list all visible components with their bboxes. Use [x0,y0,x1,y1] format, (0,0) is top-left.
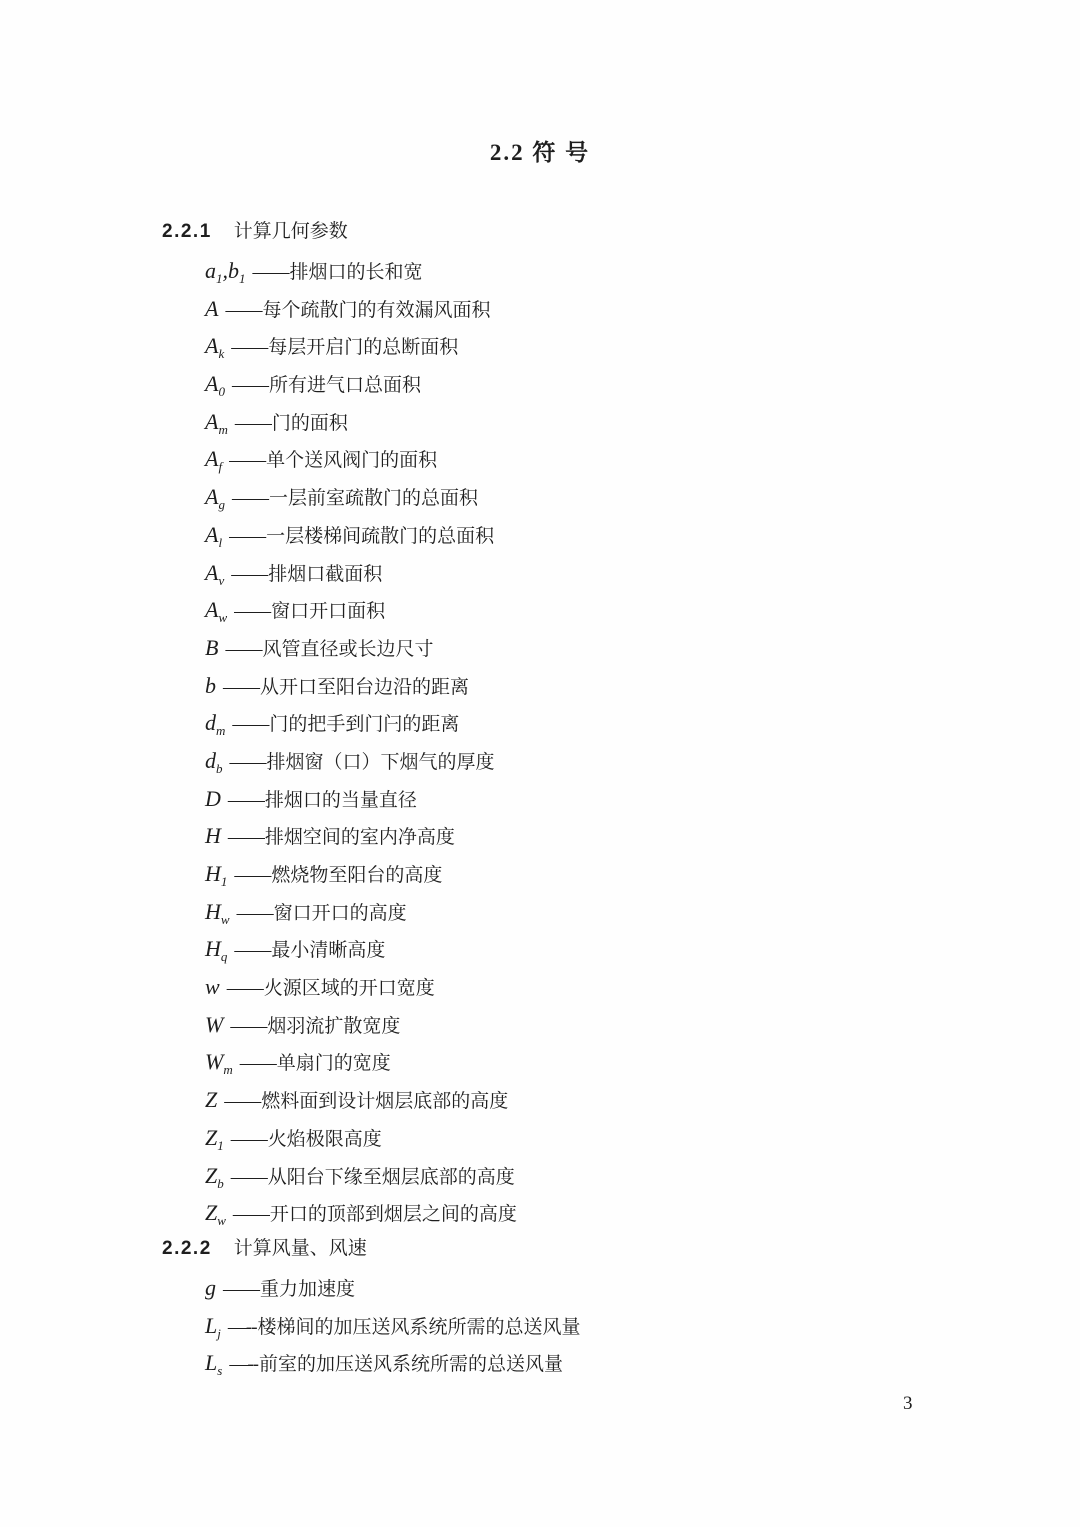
symbol-definition: 楼梯间的加压送风系统所需的总送风量 [257,1316,581,1338]
symbol-definition: 烟羽流扩散宽度 [267,1015,401,1037]
symbol-definition: 排烟口截面积 [268,563,383,585]
symbol-definition: 火焰极限高度 [267,1128,382,1150]
symbol: $d_m$ [205,710,226,739]
symbol-definition: 窗口开口的高度 [273,902,407,924]
symbol-subscript: 1 [217,1137,224,1153]
symbol-definition: 前室的加压送风系统所需的总送风量 [258,1354,563,1376]
section-title: 计算风量、风速 [233,1237,367,1259]
dash-separator: —— [252,262,289,283]
symbol: $A_k$ [205,333,225,362]
symbol-subscript: m [216,723,226,739]
symbol: $Z_w$ [205,1200,226,1229]
symbol-item [205,855,1000,893]
symbol-item [205,667,1000,705]
dash-separator: —— [234,865,271,886]
symbol-definition: 火源区域的开口宽度 [263,978,435,1000]
dash-separator: —— [229,751,266,773]
symbol-subscript: l [218,534,223,550]
symbol-item [205,478,1000,516]
dash-separator: —— [229,450,266,472]
dash-separator: —— [231,563,268,585]
symbol-definition: 一层前室疏散门的总面积 [268,488,478,510]
dash-separator: —— [224,1091,261,1113]
symbol: H [205,823,221,849]
symbol-definition: 燃烧物至阳台的高度 [271,865,443,886]
symbol-subscript: 0 [218,384,225,400]
symbol-item [205,930,1000,968]
dash-separator: —— [231,488,268,510]
symbol-item [205,1119,1000,1157]
symbol: $a_1,b_1$ [205,258,246,286]
symbol: D [205,785,221,811]
symbol-definition: 排烟口的长和宽 [289,262,423,283]
symbol-item [205,1081,1000,1119]
page-number: 3 [903,1393,913,1414]
symbol-definition: 排烟窗（口）下烟气的厚度 [266,751,495,773]
dash-separator: —— [232,714,269,736]
symbol-item [205,1344,1000,1382]
symbol-item [205,252,1000,290]
dash-separator: —— [227,789,264,811]
symbol: b [205,672,216,698]
symbol-item [205,290,1000,328]
section-number: 2.2.2 [162,1237,212,1259]
symbol: $A_w$ [205,597,228,626]
symbol-item [205,1194,1000,1232]
symbol: $Z_b$ [205,1162,224,1191]
dash-separator: —— [232,1204,269,1226]
symbol-definition: 所有进气口总面积 [268,375,421,397]
symbol-item [205,591,1000,629]
symbol-definition: 单扇门的宽度 [276,1053,391,1075]
dash-separator: —— [239,1053,276,1075]
dash-separator: —— [231,337,268,359]
symbol-subscript: v [218,572,225,588]
symbol: B [205,634,219,660]
symbol-item [205,440,1000,478]
symbol: w [205,974,220,1000]
dash-separator: —— [230,1166,267,1188]
dash-separator: —— [229,525,266,547]
symbol: $H_q$ [205,936,228,965]
symbol-definition: 重力加速度 [260,1278,356,1300]
symbol: $L_s$ [205,1350,223,1379]
symbol-definition: 单个送风阀门的面积 [266,450,438,472]
dash-separator: —— [226,978,263,1000]
symbol: $A_v$ [205,559,225,588]
symbol-definition: 最小清晰高度 [271,940,386,962]
symbol-definition: 风管直径或长边尺寸 [262,638,434,660]
symbol-item [205,629,1000,667]
symbol-item [205,1043,1000,1081]
symbol-subscript: m [223,1062,233,1078]
symbol-subscript: w [218,610,228,626]
symbol-definition: 从阳台下缘至烟层底部的高度 [267,1166,515,1188]
dash-separator: —— [234,412,271,434]
dash-separator: —— [225,299,262,321]
dash-separator: —-- [227,1316,257,1338]
symbol-subscript: w [217,1213,226,1229]
symbol-definition: 每个疏散门的有效漏风面积 [262,299,491,321]
symbol-item [205,327,1000,365]
symbol-definition: 燃料面到设计烟层底部的高度 [261,1091,509,1113]
symbol: $W_m$ [205,1049,233,1078]
symbol: W [205,1011,224,1037]
symbol-definition: 门的把手到门闩的距离 [269,714,460,736]
symbol-item [205,1157,1000,1195]
dash-separator: —— [236,902,273,924]
dash-separator: —-- [229,1354,258,1376]
symbol-subscript: b [217,1175,224,1191]
symbol-subscript: b [216,760,223,776]
dash-separator: —— [234,940,271,962]
section-number: 2.2.1 [162,221,212,242]
symbol: $A_0$ [205,371,225,400]
section-heading [162,1238,1000,1260]
dash-separator: —— [225,638,262,660]
symbol-item [205,893,1000,931]
symbol-item [205,742,1000,780]
symbol-item [205,704,1000,742]
dash-separator: —— [231,375,268,397]
symbol-definition: 一层楼梯间疏散门的总面积 [266,525,495,547]
symbol-definition: 开口的顶部到烟层之间的高度 [269,1204,517,1226]
dash-separator: —— [223,676,259,698]
symbol: $d_b$ [205,747,223,776]
section-title: 计算几何参数 [233,221,348,242]
symbol-subscript: 1 [239,271,246,286]
symbol-item [205,817,1000,855]
symbol: $A_l$ [205,521,223,550]
symbol-definition: 从开口至阳台边沿的距离 [260,676,470,698]
symbol: $L_j$ [205,1312,221,1341]
symbol-item [205,1006,1000,1044]
symbol-definition: 排烟空间的室内净高度 [264,827,455,849]
symbol-subscript: w [220,911,230,927]
symbol: $A_m$ [205,408,228,437]
symbol-subscript: j [217,1325,221,1341]
dash-separator: —— [234,601,271,623]
symbols-content [162,221,1000,1382]
symbol: $H_w$ [205,898,230,927]
symbol-definition: 窗口开口面积 [271,601,386,623]
symbol: $A_g$ [205,484,225,513]
symbol: A [205,295,219,321]
symbol-definition: 排烟口的当量直径 [264,789,417,811]
symbol: g [205,1274,216,1300]
symbol-definition: 每层开启门的总断面积 [268,337,459,359]
section-heading [162,221,1000,243]
symbol: $A_f$ [205,446,223,475]
symbol-subscript: m [218,421,228,437]
symbol: $H_1$ [205,861,228,889]
symbol: $Z_1$ [205,1124,224,1153]
symbol-item [205,1269,1000,1307]
page-title: 2.2 符 号 [489,140,591,165]
symbol: Z [205,1087,218,1113]
symbol-subscript: g [218,497,225,513]
symbol-subscript: s [217,1363,223,1379]
symbol-item [205,780,1000,818]
dash-separator: —— [230,1128,267,1150]
symbol-item [205,403,1000,441]
symbol-subscript: 1 [216,271,223,286]
symbol-item [205,1307,1000,1345]
symbol-item [205,968,1000,1006]
dash-separator: —— [223,1278,259,1300]
symbol-subscript: q [220,949,228,965]
dash-separator: —— [227,827,264,849]
symbol-item [205,554,1000,592]
symbol-item [205,516,1000,554]
symbol-item [205,365,1000,403]
symbol-subscript: k [218,346,225,362]
symbol-subscript: 1 [220,874,228,889]
symbol-subscript: f [218,459,223,475]
dash-separator: —— [230,1015,267,1037]
symbol-definition: 门的面积 [271,412,348,434]
